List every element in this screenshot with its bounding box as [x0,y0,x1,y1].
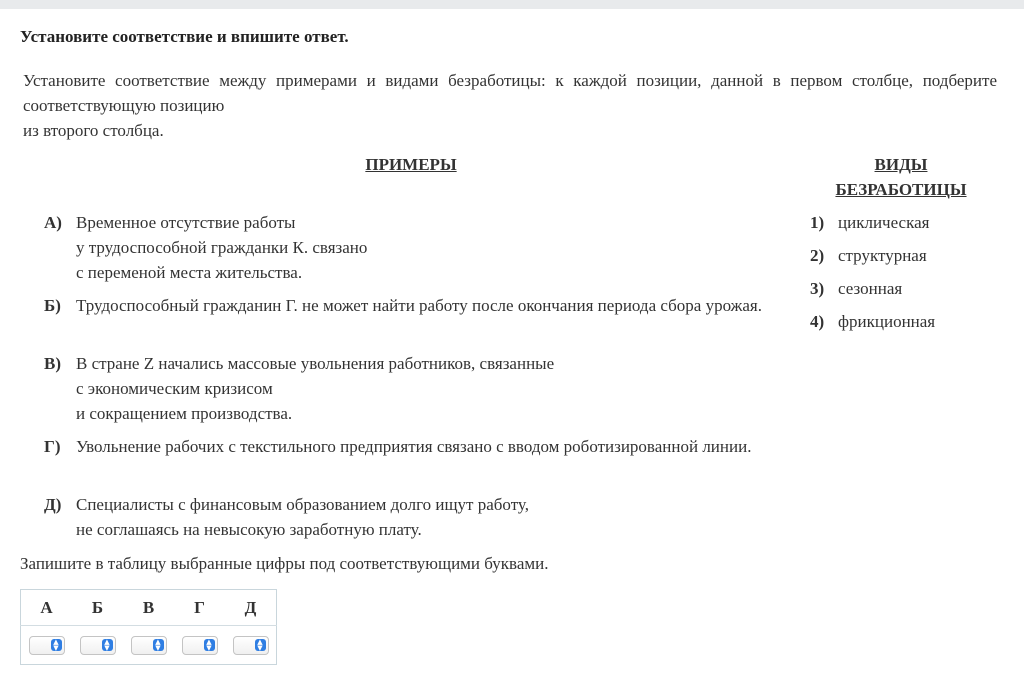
example-item-v [44,351,772,426]
answer-letters-row [21,590,277,626]
example-line: Специалисты с финансовым образованием долго ищут работу, [76,495,529,514]
examples-header: ПРИМЕРЫ [365,155,457,174]
example-letter: Б) [44,296,61,315]
answer-select-v[interactable] [131,636,167,655]
type-number: 2) [810,246,825,265]
top-bar [0,0,1024,9]
answer-letter: В [123,590,174,626]
select-arrows-icon: ▲ ▼ [153,639,164,651]
answer-cell [123,626,174,665]
type-number: 3) [810,279,825,298]
example-line: В стране Z начались массовые увольнения работников, связанные [76,354,555,373]
example-line: с переменой места жительства. [76,263,303,282]
example-text [76,351,772,426]
task-instruction: Установите соответствие и впишите ответ. [20,27,349,46]
type-option-1 [810,210,929,235]
example-text: Трудоспособный гражданин Г. не может найти работу после окончания периода сбора урожая. [76,296,763,315]
answer-table [20,589,277,665]
answer-select-d[interactable] [233,636,269,655]
answer-cell [174,626,225,665]
example-letter: Д) [44,495,62,514]
types-header-line: ВИДЫ [874,155,928,174]
select-arrows-icon: ▲ ▼ [255,639,266,651]
type-number: 1) [810,213,825,232]
example-text: Увольнение рабочих с текстильного предприятия связано с вводом роботизированной линии. [76,437,752,456]
example-line: и сокращением производства. [76,404,293,423]
type-option-3 [810,276,902,301]
answer-cell [21,626,73,665]
type-label: фрикционная [838,312,936,331]
intro-line: из второго столбца. [23,121,164,140]
answer-cell [72,626,123,665]
example-item-a [44,210,772,285]
example-line: Временное отсутствие работы [76,213,296,232]
answer-letter: Б [72,590,123,626]
example-item-d [44,492,772,542]
select-arrows-icon: ▲ ▼ [204,639,215,651]
answer-select-a[interactable] [29,636,65,655]
intro-line: Установите соответствие между примерами и видами безработицы: к каждой позиции, данной в первом столбце, подберите соответствующую позицию [23,71,997,115]
example-line: с экономическим кризисом [76,379,273,398]
type-label: сезонная [838,279,903,298]
answer-letter: Г [174,590,225,626]
type-option-2 [810,243,927,268]
answer-select-g[interactable] [182,636,218,655]
task-intro [23,68,997,143]
type-label: циклическая [838,213,930,232]
example-letter: В) [44,354,61,373]
example-text [76,210,772,285]
types-header-line: БЕЗРАБОТИЦЫ [835,180,967,199]
example-text [76,492,772,542]
example-item-g [44,434,772,459]
answer-select-b[interactable] [80,636,116,655]
example-letter: А) [44,213,62,232]
answer-letter: Д [225,590,277,626]
type-number: 4) [810,312,825,331]
example-line: у трудоспособной гражданки К. связано [76,238,368,257]
types-header [826,152,976,202]
select-arrows-icon: ▲ ▼ [102,639,113,651]
type-option-4 [810,309,935,334]
example-item-b [44,293,772,318]
example-letter: Г) [44,437,61,456]
answer-letter: А [21,590,73,626]
type-label: структурная [838,246,927,265]
select-arrows-icon: ▲ ▼ [51,639,62,651]
answer-instruction: Запишите в таблицу выбранные цифры под соответствующими буквами. [20,554,549,573]
example-line: не соглашаясь на невысокую заработную плату. [76,520,422,539]
answer-cell [225,626,277,665]
answer-selects-row [21,626,277,665]
